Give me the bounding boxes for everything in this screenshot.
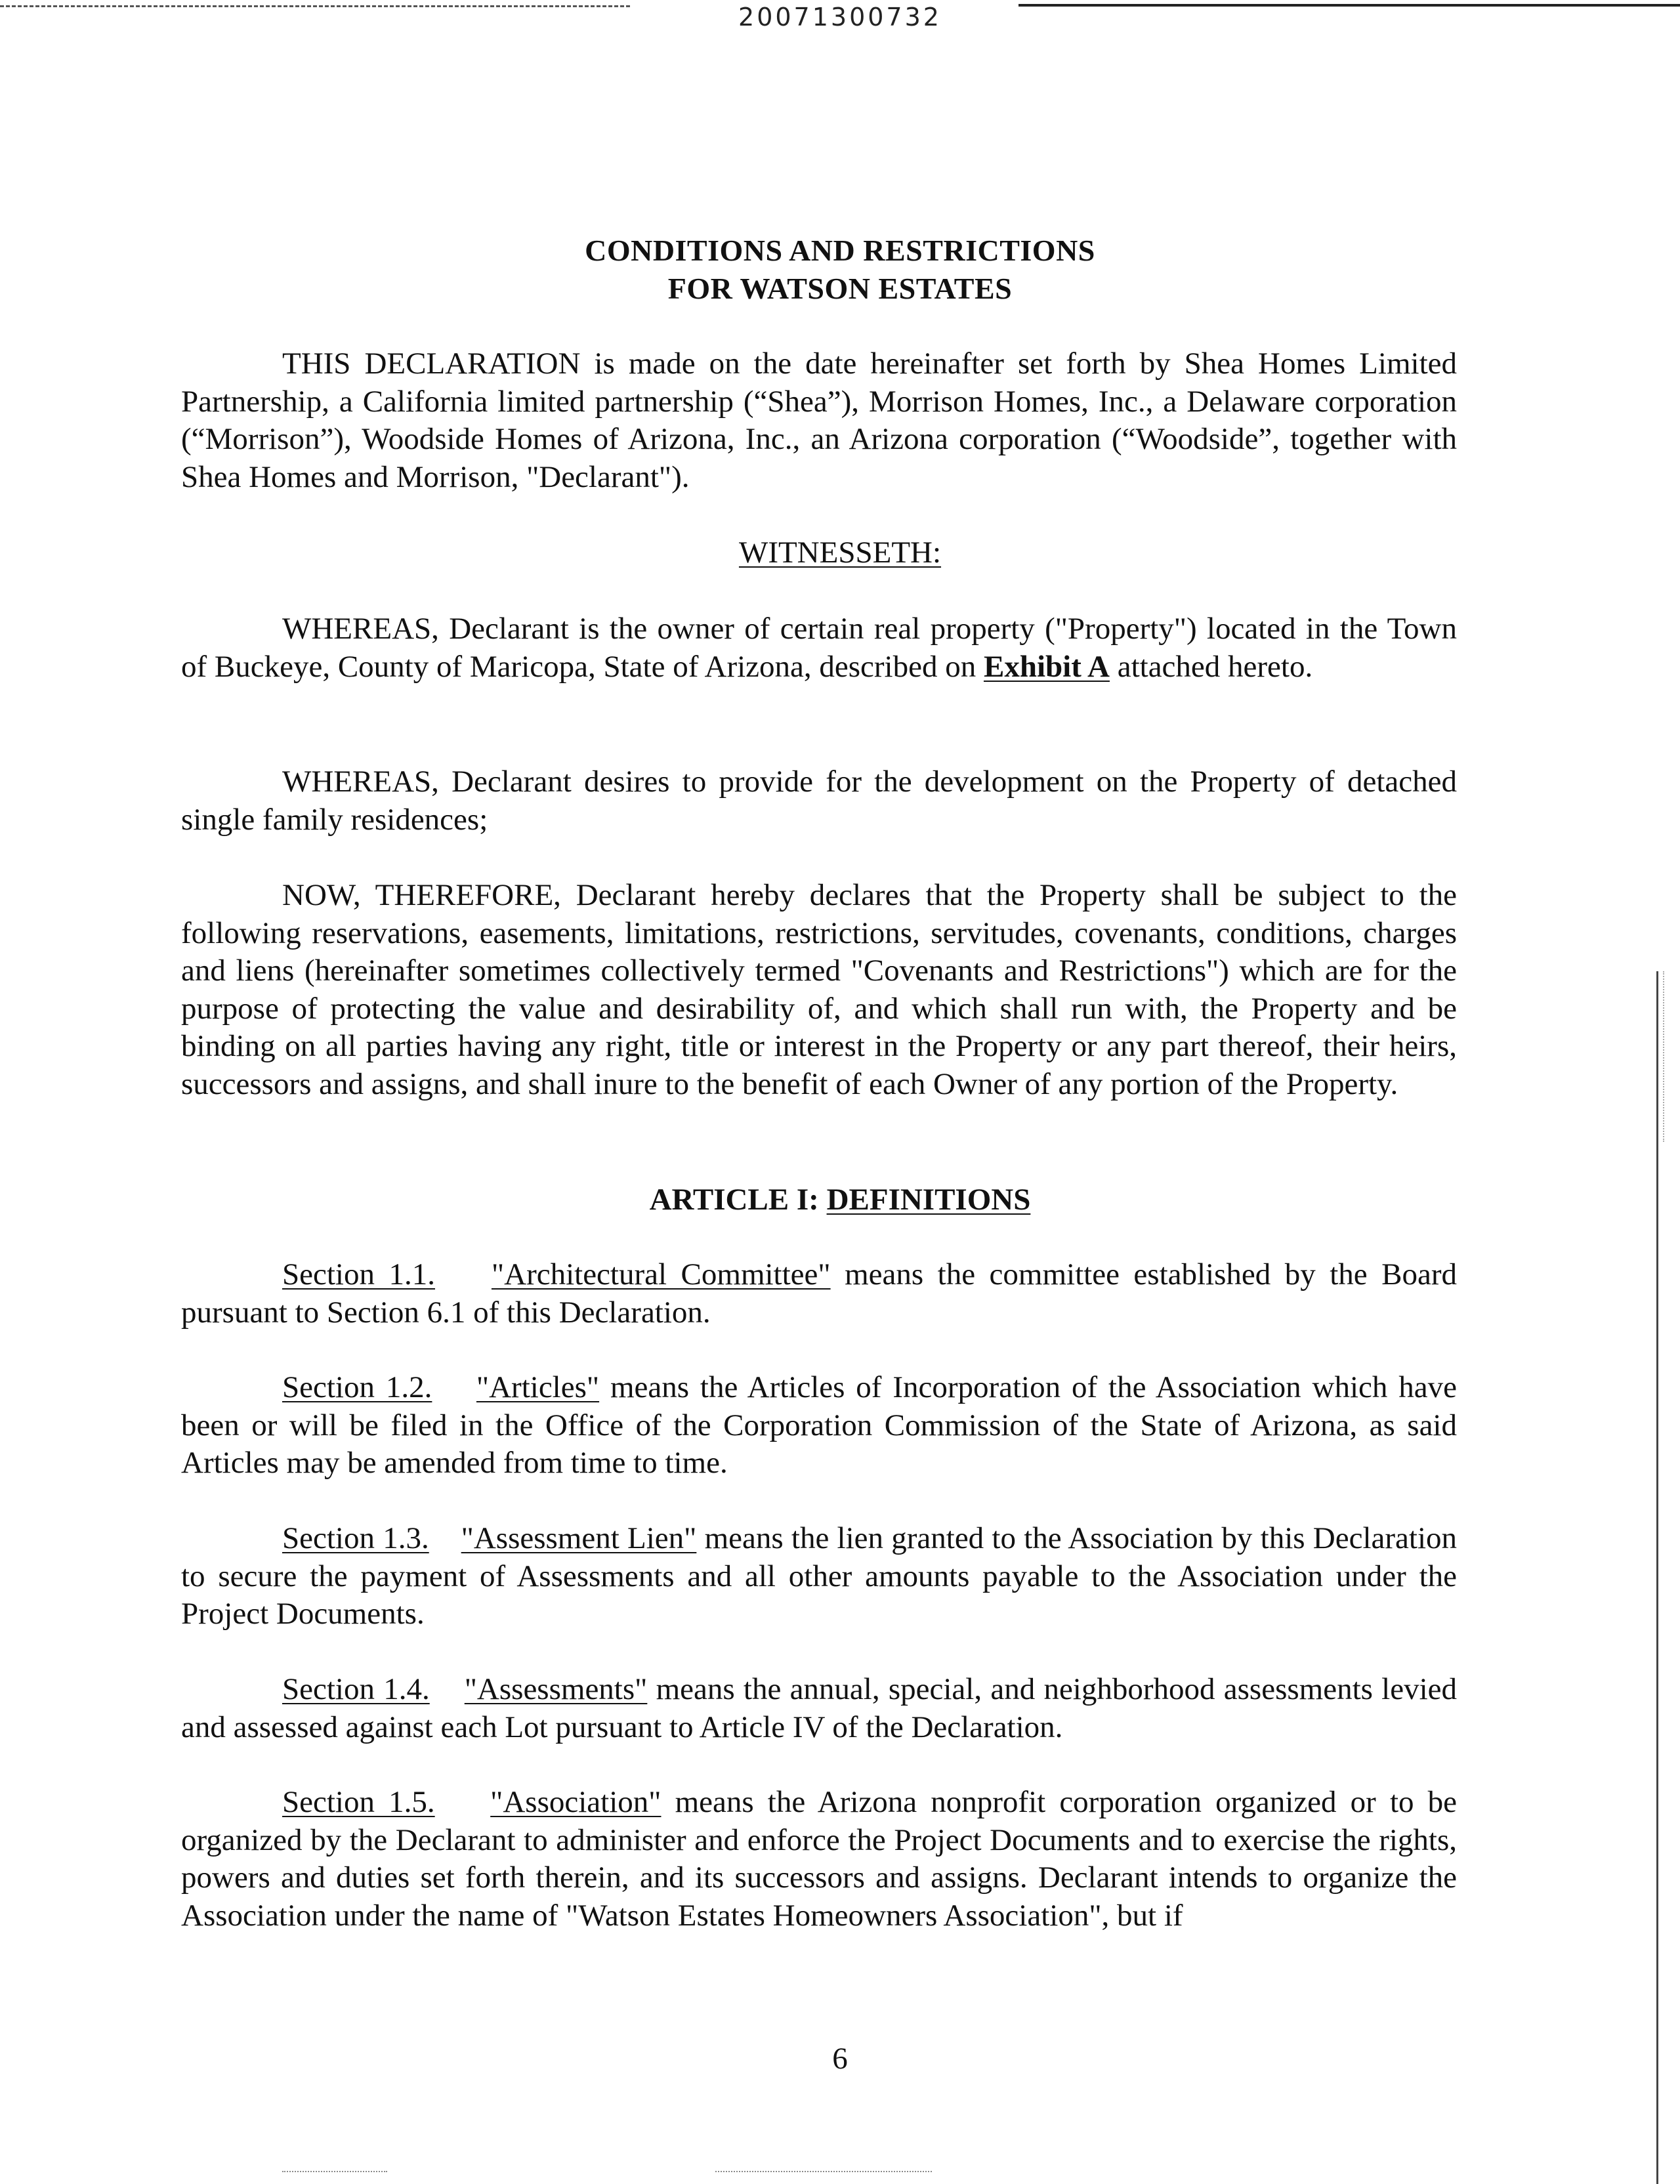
section-1-4-number: Section 1.4. [282, 1672, 430, 1706]
whereas-1-before: WHEREAS, Declarant is the owner of certain real property ("Property") located in the Town of Buckeye, County of Maricopa, State of Arizona, described on [181, 612, 1457, 684]
section-1-2-text: means the Articles of Incorporation of the Association which have been or will be filed in the Office of the Corporation Commission of the State of Arizona, as said Articles may be amended from time to time. [181, 1370, 1458, 1480]
section-1-5-term: "Association" [490, 1785, 662, 1819]
bottom-scan-specks-right [715, 2171, 932, 2172]
section-1-4-text: means the annual, special, and neighborhood assessments levied and assessed against each Lot pursuant to Article IV of the Declaration. [181, 1672, 1458, 1744]
section-1-5-number: Section 1.5. [282, 1785, 435, 1819]
section-1-2 [181, 1369, 1457, 1482]
section-1-1 [181, 1256, 1457, 1332]
right-scan-edge-faint [1663, 971, 1664, 1142]
document-number: 20071300732 [738, 3, 942, 32]
exhibit-a-reference: Exhibit A [983, 649, 1110, 684]
section-1-5 [181, 1784, 1457, 1935]
now-therefore-paragraph: NOW, THEREFORE, Declarant hereby declares that the Property shall be subject to the following reservations, easements, limitations, restrictions, servitudes, covenants, conditions, charges and liens (hereinafter sometimes collectively termed "Covenants and Restrictions") which are for the purpose of protecting the value and desirability of, and which shall run with, the Property and be binding on all parties having any right, title or interest in the Property or any part thereof, their heirs, successors and assigns, and shall inure to the benefit of each Owner of any portion of the Property. [181, 878, 1457, 1101]
section-1-2-number: Section 1.2. [282, 1370, 432, 1404]
section-1-2-term: "Articles" [476, 1370, 600, 1404]
whereas-paragraph-1 [181, 610, 1457, 686]
witnesseth-heading [0, 534, 1680, 571]
article-name: DEFINITIONS [826, 1183, 1031, 1217]
bottom-scan-specks-left [282, 2171, 387, 2172]
section-1-3 [181, 1520, 1457, 1633]
whereas-paragraph-2: WHEREAS, Declarant desires to provide for the development on the Property of detached single family residences; [181, 765, 1457, 837]
witnesseth-text: WITNESSETH: [738, 536, 942, 570]
whereas-1-after: attached hereto. [1109, 649, 1313, 684]
section-1-1-text: means the committee established by the Board pursuant to Section 6.1 of this Declaration. [181, 1257, 1458, 1330]
article-label: ARTICLE I: [649, 1183, 819, 1217]
title-line-2: FOR WATSON ESTATES [667, 272, 1013, 305]
section-1-3-number: Section 1.3. [282, 1521, 429, 1555]
section-1-3-text: means the lien granted to the Association by this Declaration to secure the payment of Assessments and all other amounts payable to the Association under the Project Documents. [181, 1521, 1457, 1631]
article-heading [0, 1181, 1680, 1218]
page-number: 6 [832, 2042, 848, 2076]
intro-paragraph: THIS DECLARATION is made on the date hereinafter set forth by Shea Homes Limited Partnership, a California limited partnership (“Shea”), Morrison Homes, Inc., a Delaware corporation (“Morrison”), Woodside Homes of Arizona, Inc., an Arizona corporation (“Woodside”, together with Shea Homes and Morrison, "Declarant"). [181, 346, 1457, 494]
section-1-1-number: Section 1.1. [282, 1257, 435, 1292]
section-1-5-text: means the Arizona nonprofit corporation organized or to be organized by the Declarant to administer and enforce the Project Documents and to exercise the rights, powers and duties set forth therein, and its successors and assigns. Declarant intends to organize the Association under the name of "Watson Estates Homeowners Association", but if [181, 1785, 1458, 1933]
section-1-3-term: "Assessment Lien" [461, 1521, 697, 1555]
section-1-1-term: "Architectural Committee" [491, 1257, 831, 1292]
title-line-1: CONDITIONS AND RESTRICTIONS [585, 234, 1095, 267]
section-1-4 [181, 1671, 1457, 1746]
right-scan-edge [1656, 971, 1658, 2184]
section-1-4-term: "Assessments" [464, 1672, 648, 1706]
